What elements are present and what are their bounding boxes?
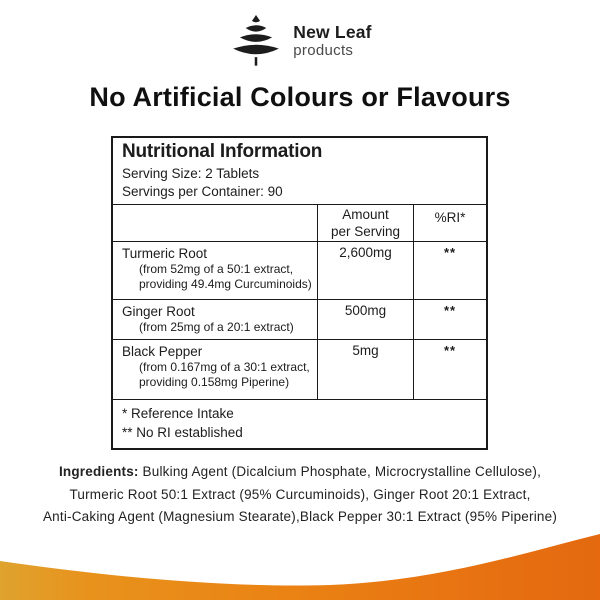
column-header-row xyxy=(113,204,486,241)
nutrient-note: (from 0.167mg of a 30:1 extract, xyxy=(139,360,310,374)
nutrient-name: Turmeric Root xyxy=(122,246,208,261)
table-row-ginger xyxy=(113,299,486,339)
nutrient-amount: 500mg xyxy=(317,300,413,339)
column-header-ri xyxy=(413,205,486,241)
table-row-turmeric xyxy=(113,241,486,299)
brand-logo xyxy=(0,15,600,67)
column-header-amount xyxy=(317,205,413,241)
table-row-black-pepper xyxy=(113,339,486,399)
column-header-empty xyxy=(113,205,317,241)
table-footnotes xyxy=(113,399,486,448)
column-header-amount-line2: per Serving xyxy=(330,224,401,239)
nutrient-name: Ginger Root xyxy=(122,304,195,319)
nutrition-title: Nutritional Information xyxy=(122,141,323,162)
ginger-name-cell xyxy=(113,300,317,339)
orange-wave-decoration xyxy=(0,530,600,600)
column-header-ri-label: %RI* xyxy=(434,210,466,225)
ingredients-line2: Turmeric Root 50:1 Extract (95% Curcuminoids), Ginger Root 20:1 Extract, xyxy=(69,486,531,502)
ingredients-text xyxy=(8,461,592,529)
tree-icon xyxy=(228,15,284,67)
ingredients-line3: Anti-Caking Agent (Magnesium Stearate),Black Pepper 30:1 Extract (95% Piperine) xyxy=(42,509,558,524)
footnote-reference-intake: * Reference Intake xyxy=(122,406,234,421)
nutrition-table xyxy=(111,136,488,450)
brand-name-block xyxy=(293,23,371,58)
nutrient-ri: ** xyxy=(413,300,486,339)
brand-subname: products xyxy=(293,41,354,59)
nutrient-note: (from 25mg of a 20:1 extract) xyxy=(139,320,294,334)
nutrition-table-header xyxy=(113,138,486,204)
nutrient-ri: ** xyxy=(413,340,486,399)
nutrient-note: providing 49.4mg Curcuminoids) xyxy=(139,277,312,291)
ingredients-line1: Bulking Agent (Dicalcium Phosphate, Microcrystalline Cellulose), xyxy=(138,464,542,479)
serving-size: Serving Size: 2 Tablets xyxy=(122,166,260,181)
footnote-no-ri: ** No RI established xyxy=(122,425,243,440)
column-header-amount-line1: Amount xyxy=(342,207,389,222)
claim-headline: No Artificial Colours or Flavours xyxy=(89,82,511,112)
nutrient-amount: 5mg xyxy=(317,340,413,399)
nutrient-name: Black Pepper xyxy=(122,344,203,359)
nutrient-amount: 2,600mg xyxy=(317,242,413,299)
nutrient-note: (from 52mg of a 50:1 extract, xyxy=(139,262,294,276)
nutrient-ri: ** xyxy=(413,242,486,299)
brand-name: New Leaf xyxy=(293,22,372,43)
ingredients-label: Ingredients: xyxy=(58,464,139,479)
turmeric-name-cell xyxy=(113,242,317,299)
black-pepper-name-cell xyxy=(113,340,317,399)
servings-per-container: Servings per Container: 90 xyxy=(122,184,283,199)
nutrient-note: providing 0.158mg Piperine) xyxy=(139,375,290,389)
